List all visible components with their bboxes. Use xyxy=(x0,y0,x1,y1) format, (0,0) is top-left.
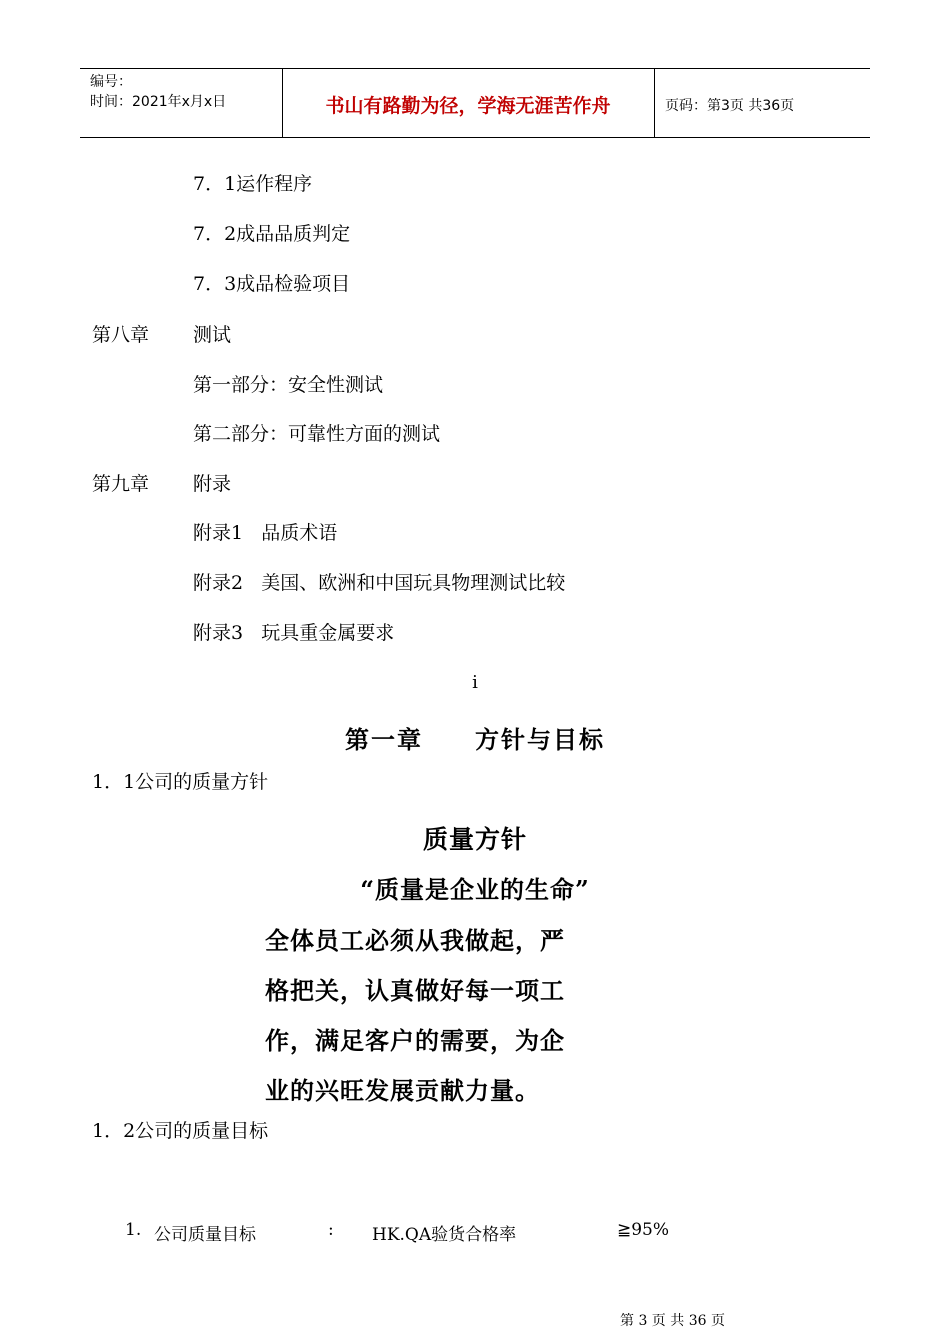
header-motto: 书山有路勤为径，学海无涯苦作舟 xyxy=(325,95,611,117)
toc-item-7-3: 7．3成品检验项目 xyxy=(193,273,351,295)
toc-item-7-2: 7．2成品品质判定 xyxy=(193,223,351,245)
toc-chapter-8-label: 第八章 xyxy=(92,324,150,346)
policy-heading: 质量方针 xyxy=(422,825,527,854)
toc-item-9-2: 附录2 美国、欧洲和中国玩具物理测试比较 xyxy=(193,572,566,594)
goal-number: 1. xyxy=(125,1220,142,1240)
toc-chapter-9-label: 第九章 xyxy=(92,473,150,495)
policy-quote: “质量是企业的生命” xyxy=(360,875,590,904)
toc-item-8-1: 第一部分：安全性测试 xyxy=(193,374,384,396)
toc-chapter-8-title: 测试 xyxy=(193,324,232,346)
toc-chapter-9-title: 附录 xyxy=(193,473,232,495)
section-1-1-heading: 1．1公司的质量方针 xyxy=(92,771,269,793)
chapter-title: 方针与目标 xyxy=(475,725,605,754)
goal-name: 公司质量目标 xyxy=(154,1225,256,1245)
header-page-cell xyxy=(655,69,870,137)
goal-value: ≧95% xyxy=(617,1220,670,1240)
toc-item-9-3: 附录3 玩具重金属要求 xyxy=(193,622,395,644)
goal-metric: HK.QA验货合格率 xyxy=(372,1225,517,1245)
page-footer: 第 3 页 共 36 页 xyxy=(620,1313,725,1329)
toc-item-8-2: 第二部分：可靠性方面的测试 xyxy=(193,423,441,445)
roman-page-number: i xyxy=(472,672,478,693)
policy-line-4: 业的兴旺发展贡献力量。 xyxy=(265,1076,540,1105)
page-header xyxy=(80,68,870,138)
header-meta-cell xyxy=(80,69,283,137)
header-motto-cell xyxy=(282,69,655,137)
policy-line-3: 作，满足客户的需要，为企 xyxy=(265,1026,565,1055)
goal-colon: : xyxy=(328,1220,334,1240)
policy-line-1: 全体员工必须从我做起，严 xyxy=(265,926,565,955)
time-label: 时间：2021年x月x日 xyxy=(90,94,227,110)
header-page-info: 页码：第3页 共36页 xyxy=(665,98,795,114)
toc-item-9-1: 附录1 品质术语 xyxy=(193,522,338,544)
chapter-label: 第一章 xyxy=(345,725,423,754)
chapter-heading xyxy=(0,720,950,755)
section-1-2-heading: 1．2公司的质量目标 xyxy=(92,1120,269,1142)
serial-label: 编号： xyxy=(90,74,132,90)
policy-line-2: 格把关，认真做好每一项工 xyxy=(265,976,565,1005)
toc-item-7-1: 7．1运作程序 xyxy=(193,173,313,195)
